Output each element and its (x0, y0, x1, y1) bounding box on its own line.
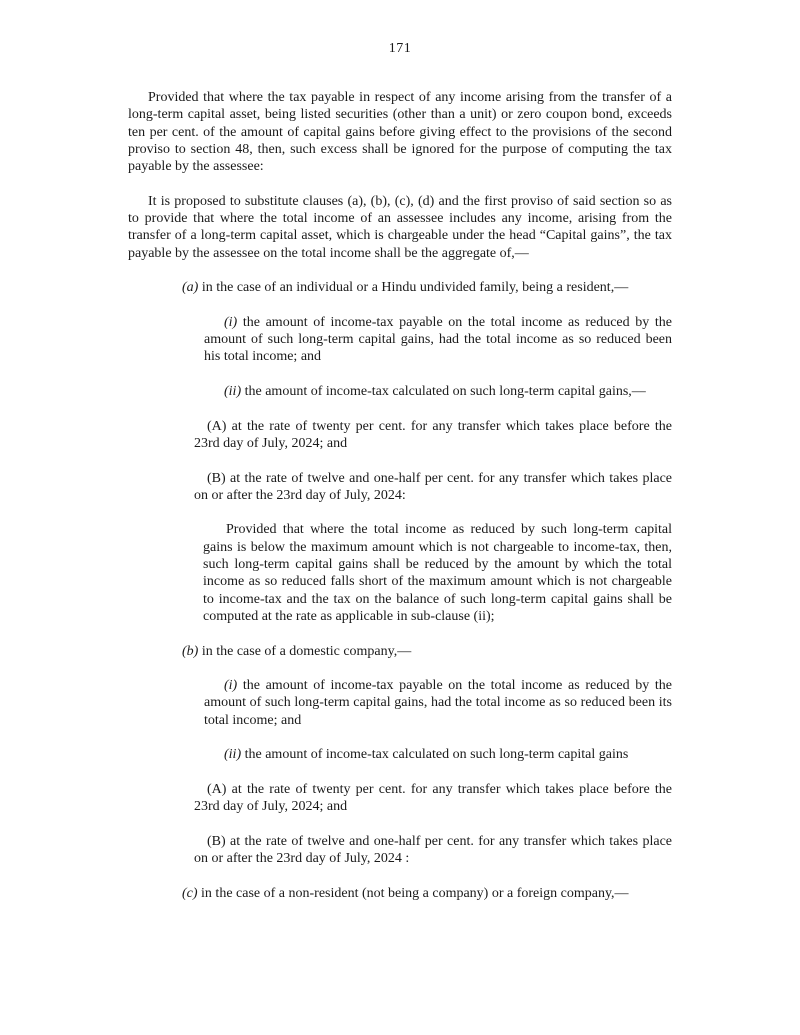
clause-b-label: (b) (182, 643, 199, 659)
subclause-i-label: (i) (224, 678, 238, 694)
clause-a-item-B: (B) at the rate of twelve and one-half per cent. for any transfer which takes place on or after the 23rd day of July, 2024: (194, 470, 672, 503)
subclause-ii-label: (ii) (224, 747, 242, 763)
subclause-ii-text: the amount of income-tax calculated on such long-term capital gains (241, 747, 629, 763)
clause-a-subclause-i (204, 314, 672, 366)
clause-c (182, 885, 672, 902)
opening-proviso-paragraph: Provided that where the tax payable in respect of any income arising from the transfer of a long-term capital asset, being listed securities (other than a unit) or zero coupon bond, exceeds ten per cent. of the amount of capital gains before giving effect to the provisions of the second proviso to section 48, then, such excess shall be ignored for the purpose of computing the tax payable by the assessee: (128, 90, 672, 175)
clause-a-subclause-ii (204, 383, 672, 400)
clause-a-label: (a) (182, 280, 199, 296)
page-number: 171 (388, 41, 412, 56)
clause-a-inner-proviso: Provided that where the total income as reduced by such long-term capital gains is below the maximum amount which is not chargeable to income-tax, then, such long-term capital gains shall be reduced by the amount by which the total income as so reduced falls short of the maximum amount which is not chargeable to income-tax and the tax on the balance of such long-term capital gains shall be computed at the rate as applicable in sub-clause (ii); (203, 522, 672, 624)
clause-a-text: in the case of an individual or a Hindu undivided family, being a resident,— (198, 280, 629, 296)
clause-c-text: in the case of a non-resident (not being a company) or a foreign company,— (197, 885, 629, 901)
clause-b-text: in the case of a domestic company,— (198, 643, 412, 659)
subclause-i-label: (i) (224, 314, 238, 330)
clause-b-subclause-i (204, 677, 672, 729)
clause-b (182, 643, 672, 660)
clause-a-item-A: (A) at the rate of twenty per cent. for any transfer which takes place before the 23rd day of July, 2024; and (194, 418, 672, 451)
clause-a (182, 279, 672, 296)
page-body-text (128, 89, 672, 919)
subclause-i-text: the amount of income-tax payable on the total income as reduced by the amount of such long-term capital gains, had the total income as so reduced been his total income; and (204, 314, 672, 365)
clause-b-item-A: (A) at the rate of twenty per cent. for any transfer which takes place before the 23rd day of July, 2024; and (194, 781, 672, 815)
subclause-ii-text: the amount of income-tax calculated on such long-term capital gains,— (241, 384, 646, 400)
subclause-ii-label: (ii) (224, 384, 242, 400)
subclause-i-text: the amount of income-tax payable on the total income as reduced by the amount of such long-term capital gains, had the total income as so reduced been its total income; and (204, 678, 672, 728)
clause-c-label: (c) (182, 885, 198, 901)
clause-b-subclause-ii (204, 746, 672, 763)
clause-b-item-B: (B) at the rate of twelve and one-half per cent. for any transfer which takes place on or after the 23rd day of July, 2024 : (194, 833, 672, 867)
substitution-paragraph: It is proposed to substitute clauses (a), (b), (c), (d) and the first proviso of said section so as to provide that where the total income of an assessee includes any income, arising from the transfer of a long-term capital asset, which is chargeable under the head “Capital gains”, the tax payable by the assessee on the total income shall be the aggregate of,— (128, 193, 672, 261)
